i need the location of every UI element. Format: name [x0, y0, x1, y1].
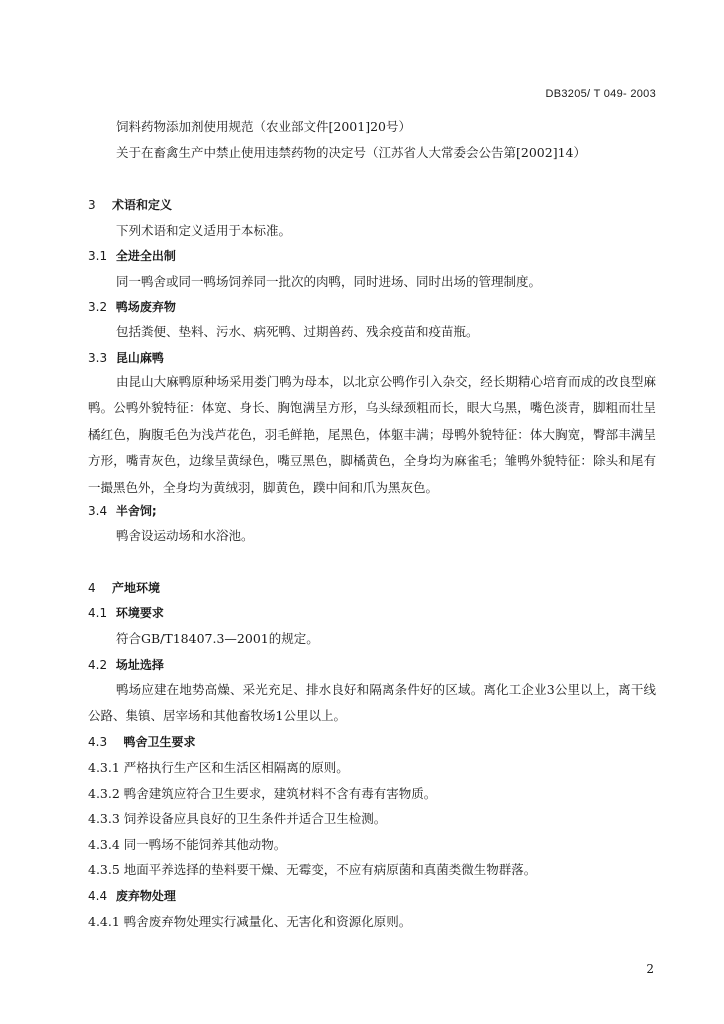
subsection-number: 4.4: [88, 889, 108, 903]
section-number: 4: [88, 581, 96, 595]
subsection-heading: [88, 657, 164, 673]
requirement-item: 4.3.1 严格执行生产区和生活区相隔离的原则。: [88, 760, 349, 775]
subsection-title: 鸭场废弃物: [115, 300, 176, 314]
document-code: DB3205/ T 049- 2003: [545, 88, 656, 100]
page-number: 2: [646, 962, 654, 976]
definition-paragraph: 由昆山大麻鸭原种场采用娄门鸭为母本，以北京公鸭作引入杂交，经长期精心培育而成的改良型麻鸭。公鸭外貌特征：体宽、身长、胸饱满呈方形，乌头绿颈粗而长，眼大乌黑，嘴色淡青，脚粗而壮呈橘红色，胸腹毛色为浅芦花色，羽毛鲜艳，尾黑色，体躯丰满；母鸭外貌特征：体大胸宽，臀部丰满呈方形，嘴青灰色，边缘呈黄绿色，嘴豆黑色，脚橘黄色，全身均为麻雀毛；雏鸭外貌特征：除头和尾有一撮黑色外，全身均为黄绒羽，脚黄色，蹼中间和爪为黑灰色。: [88, 374, 656, 495]
section-title: 术语和定义: [112, 198, 173, 212]
subsection-number: 3.2: [88, 300, 108, 314]
subsection-title: 环境要求: [115, 606, 164, 620]
subsection-number: 4.1: [88, 606, 108, 620]
section-title: 产地环境: [112, 581, 161, 595]
subsection-title: 全进全出制: [115, 249, 176, 263]
subsection-heading: [88, 299, 176, 315]
reference-line: 饲料药物添加剂使用规范（农业部文件[2001]20号）: [116, 119, 411, 134]
reference-line: 关于在畜禽生产中禁止使用违禁药物的决定号（江苏省人大常委会公告第[2002]14）: [116, 145, 586, 160]
requirement-item: 4.3.3 饲养设备应具良好的卫生条件并适合卫生检测。: [88, 811, 387, 826]
subsection-number: 4.2: [88, 658, 108, 672]
requirement-text: 符合GB/T18407.3—2001的规定。: [116, 631, 319, 646]
subsection-number: 4.3: [88, 735, 108, 749]
subsection-number: 3.3: [88, 351, 108, 365]
section-number: 3: [88, 198, 96, 212]
subsection-title: 废弃物处理: [115, 889, 176, 903]
section-intro: 下列术语和定义适用于本标准。: [116, 223, 292, 238]
section-heading: [88, 580, 160, 596]
subsection-title: 昆山麻鸭: [115, 351, 164, 365]
subsection-title: 鸭舍卫生要求: [123, 735, 196, 749]
requirement-item: 4.4.1 鸭舍废弃物处理实行减量化、无害化和资源化原则。: [88, 914, 412, 929]
subsection-number: 3.4: [88, 504, 108, 518]
subsection-heading: [88, 503, 157, 519]
subsection-number: 3.1: [88, 249, 108, 263]
requirement-item: 4.3.5 地面平养选择的垫料要干燥、无霉变，不应有病原菌和真菌类微生物群落。: [88, 862, 537, 877]
requirement-item: 4.3.2 鸭舍建筑应符合卫生要求，建筑材料不含有毒有害物质。: [88, 786, 437, 801]
subsection-heading: [88, 888, 176, 904]
definition-text: 同一鸭舍或同一鸭场饲养同一批次的肉鸭，同时进场、同时出场的管理制度。: [116, 274, 542, 289]
subsection-heading: [88, 248, 176, 264]
subsection-heading: [88, 605, 164, 621]
subsection-heading: [88, 350, 164, 366]
subsection-title: 场址选择: [115, 658, 164, 672]
definition-text: 包括粪便、垫料、污水、病死鸭、过期兽药、残余疫苗和疫苗瓶。: [116, 324, 479, 339]
section-heading: [88, 197, 172, 213]
requirement-item: 4.3.4 同一鸭场不能饲养其他动物。: [88, 837, 287, 852]
requirement-paragraph: 鸭场应建在地势高燥、采光充足、排水良好和隔离条件好的区域。离化工企业3公里以上，离干线公路、集镇、居宰场和其他畜牧场1公里以上。: [88, 682, 656, 724]
definition-text: 鸭舍设运动场和水浴池。: [116, 528, 254, 543]
subsection-title: 半舍饲;: [115, 504, 157, 518]
subsection-heading: [88, 734, 195, 750]
